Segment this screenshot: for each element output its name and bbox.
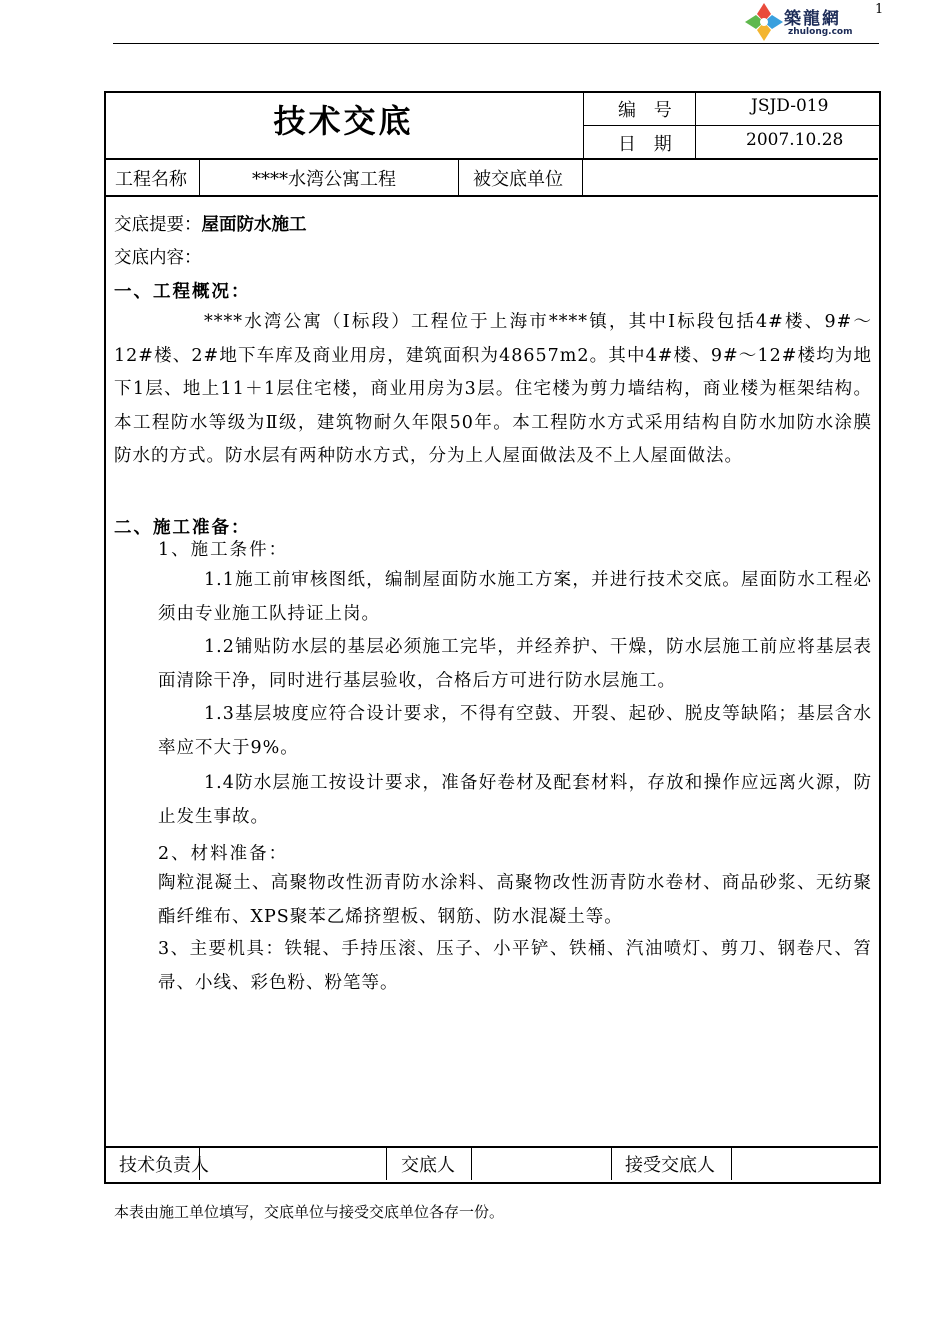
zhulong-logo bbox=[744, 2, 864, 42]
section2-1-2: 1.2铺贴防水层的基层必须施工完毕，并经养护、干燥，防水层施工前应将基层表面清除干净，同时进行基层验收，合格后方可进行防水层施工。 bbox=[158, 637, 872, 691]
divider-project-1 bbox=[199, 159, 200, 196]
tech-lead-label: 技术负责人 bbox=[119, 1155, 209, 1176]
section1-title: 一、工程概况： bbox=[114, 282, 251, 302]
logo-subtext: zhulong.com bbox=[788, 27, 853, 37]
divider-project-row bbox=[105, 195, 878, 197]
date-value: 2007.10.28 bbox=[746, 130, 844, 150]
divider-title-row bbox=[105, 158, 878, 160]
divider-code-vertical bbox=[695, 92, 696, 159]
form-title: 技术交底 bbox=[273, 102, 414, 140]
section1-text: ****水湾公寓（Ⅰ标段）工程位于上海市****镇，其中Ⅰ标段包括4#楼、9#～12#楼、2#地下车库及商业用房，建筑面积为48657m2。其中4#楼、9#～12#楼均为地下1层、地上11＋1层住宅楼，商业用房为3层。住宅楼为剪力墙结构，商业楼为框架结构。本工程防水等级为Ⅱ级，建筑物耐久年限50年。本工程防水方式采用结构自防水加防水涂膜防水的方式。防水层有两种防水方式，分为上人屋面做法及不上人屋面做法。 bbox=[114, 312, 872, 466]
recipient-label: 被交底单位 bbox=[473, 169, 563, 190]
header-rule bbox=[113, 43, 879, 44]
section2-1-3: 1.3基层坡度应符合设计要求，不得有空鼓、开裂、起砂、脱皮等缺陷；基层含水率应不大于9%。 bbox=[158, 704, 872, 758]
section2-2-text: 陶粒混凝土、高聚物改性沥青防水涂料、高聚物改性沥青防水卷材、商品砂浆、无纺聚酯纤维布、XPS聚苯乙烯挤塑板、钢筋、防水混凝土等。 bbox=[158, 873, 872, 927]
section2-1-1: 1.1施工前审核图纸，编制屋面防水施工方案，并进行技术交底。屋面防水工程必须由专业施工队持证上岗。 bbox=[158, 570, 872, 624]
divider-signature-row bbox=[105, 1146, 878, 1148]
logo-text: 築龍網 bbox=[784, 9, 841, 29]
receiver-label: 接受交底人 bbox=[625, 1155, 715, 1176]
divider-code-date bbox=[583, 125, 879, 126]
content-label: 交底内容： bbox=[114, 248, 202, 268]
section2-title: 二、施工准备： bbox=[114, 518, 251, 538]
divider-sign-3 bbox=[471, 1147, 472, 1180]
section2-1-title: 1、施工条件： bbox=[158, 540, 289, 560]
divider-title-vertical bbox=[583, 92, 584, 159]
code-label: 编 号 bbox=[618, 100, 678, 121]
divider-project-3 bbox=[582, 159, 583, 196]
divider-project-2 bbox=[458, 159, 459, 196]
summary-value: 屋面防水施工 bbox=[201, 215, 307, 235]
section2-3-text: 3、主要机具：铁辊、手持压滚、压子、小平铲、铁桶、汽油喷灯、剪刀、钢卷尺、笤帚、小线、彩色粉、粉笔等。 bbox=[158, 939, 872, 993]
section2-2-title: 2、材料准备： bbox=[158, 844, 289, 864]
date-label: 日 期 bbox=[618, 134, 678, 155]
logo-diamond-icon bbox=[744, 2, 784, 42]
project-value: ****水湾公寓工程 bbox=[252, 169, 396, 190]
divider-sign-5 bbox=[731, 1147, 732, 1180]
section2-1-4: 1.4防水层施工按设计要求，准备好卷材及配套材料，存放和操作应远离火源，防止发生事故。 bbox=[158, 773, 872, 827]
giver-label: 交底人 bbox=[401, 1155, 455, 1176]
project-label: 工程名称 bbox=[115, 169, 187, 190]
page-number: 1 bbox=[875, 2, 884, 17]
divider-sign-2 bbox=[386, 1147, 387, 1180]
summary-label: 交底提要： bbox=[114, 215, 202, 235]
code-value: JSJD-019 bbox=[751, 96, 829, 116]
divider-sign-4 bbox=[611, 1147, 612, 1180]
footer-note: 本表由施工单位填写，交底单位与接受交底单位各存一份。 bbox=[114, 1203, 505, 1221]
summary-line bbox=[114, 211, 307, 236]
